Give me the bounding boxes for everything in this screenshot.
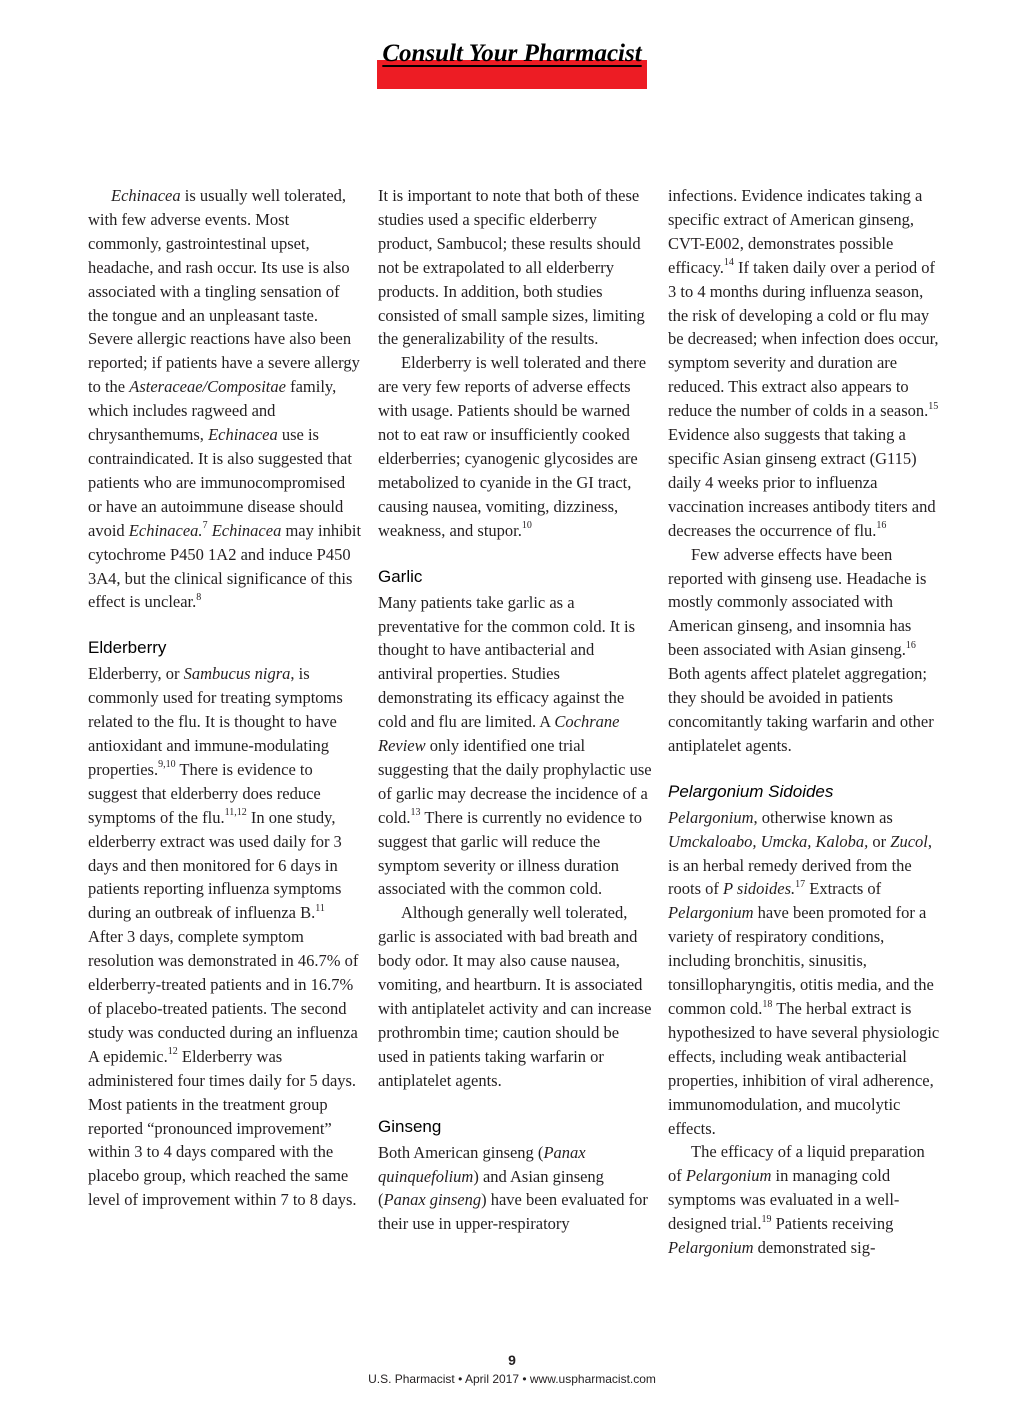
garlic-safety-paragraph: Although generally well tolerated, garlic is associated with bad breath and body odor. It may also cause nausea, vomiting, and heartburn. It is associated with antiplatelet activity and can increase prothrombin time; caution should be used in patients taking warfarin or antiplatelet agents. [378, 903, 652, 1090]
ginseng-safety-paragraph: Few adverse effects have been reported with ginseng use. Headache is mostly commonly associated with American ginseng, and insomnia has been associated with Asian ginseng.$^{16}$ Both agents affect platelet aggregation; they should be avoided in patients concomitantly taking warfarin and other antiplatelet agents. [668, 544, 934, 755]
section-heading-pelargonium: Pelargonium Sidoides [668, 781, 834, 801]
ginseng-paragraph: Both American ginseng (Panax quinquefolium) and Asian ginseng (Panax ginseng) have been evaluated for their use in upper-respiratory [378, 1142, 648, 1234]
pelargonium-paragraph: Pelargonium, otherwise known as Umckaloabo, Umcka, Kaloba, or Zucol, is an herbal remedy derived from the roots of P sidoides.$^{17}$ Extracts of Pelargonium have been promoted for a variety of respiratory conditions, including bronchitis, sinusitis, tonsillopharyngitis, otitis media, and the common cold.$^{18}$ The herbal extract is hypothesized to have several physiologic effects, including weak antibacterial properties, inhibition of viral adherence, immunomodulation, and mucolytic effects. [668, 807, 940, 1138]
column-3 [668, 184, 942, 1260]
elderberry-studies-note-paragraph: It is important to note that both of these studies used a specific elderberry product, Sambucol; these results should not be extrapolated to all elderberry products. In addition, both studies consisted of small sample sizes, limiting the generalizability of the results. [378, 186, 645, 349]
section-heading-ginseng: Ginseng [378, 1116, 442, 1136]
column-2 [378, 184, 652, 1236]
section-heading-elderberry: Elderberry [88, 638, 167, 658]
garlic-paragraph: Many patients take garlic as a preventative for the common cold. It is thought to have antibacterial and antiviral properties. Studies demonstrating its efficacy against the cold and flu are limited. A Cochrane Review only identified one trial suggesting that the daily prophylactic use of garlic may decrease the incidence of a cold.$^{13}$ There is currently no evidence to suggest that garlic will reduce the symptom severity or illness duration associated with the common cold. [378, 592, 652, 899]
page-number: 9 [508, 1352, 516, 1368]
section-heading-garlic: Garlic [378, 566, 423, 586]
echinacea-safety-paragraph: Echinacea is usually well tolerated, with few adverse events. Most commonly, gastrointestinal upset, headache, and rash occur. Its use is also associated with a tingling sensation of the tongue and an unpleasant taste. Severe allergic reactions have also been reported; if patients have a severe allergy to the Asteraceae/Compositae family, which includes ragweed and chrysanthemums, Echinacea use is contraindicated. It is also suggested that patients who are immunocompromised or have an autoimmune disease should avoid Echinacea.$^7$ Echinacea may inhibit cytochrome P450 1A2 and induce P450 3A4, but the clinical significance of this effect is unclear.$^8$ [88, 186, 362, 612]
column-1 [88, 184, 362, 1212]
ginseng-evidence-paragraph: infections. Evidence indicates taking a specific extract of American ginseng, CVT-E002, demonstrates possible efficacy.$^{14}$ If taken daily over a period of 3 to 4 months during influenza season, the risk of developing a cold or flu may be decreased; when infection does occur, symptom severity and duration are reduced. This extract also appears to reduce the number of colds in a season.$^{15}$ Evidence also suggests that taking a specific Asian ginseng extract (G115) daily 4 weeks prior to influenza vaccination increases antibody titers and decreases the occurrence of flu.$^{16}$ [668, 186, 939, 540]
page-header-title: Consult Your Pharmacist [382, 40, 642, 67]
pelargonium-efficacy-paragraph: The efficacy of a liquid preparation of Pelargonium in managing cold symptoms was evaluated in a well-designed trial.$^{19}$ Patients receiving Pelargonium demonstrated sig- [668, 1142, 925, 1258]
publication-footer: U.S. Pharmacist • April 2017 • www.uspharmacist.com [368, 1372, 656, 1386]
elderberry-safety-paragraph: Elderberry is well tolerated and there are very few reports of adverse effects with usage. Patients should be warned not to eat raw or insufficiently cooked elderberries; cyanogenic glycosides are metabolized to cyanide in the GI tract, causing nausea, vomiting, dizziness, weakness, and stupor.$^{10}$ [378, 353, 647, 540]
elderberry-paragraph: Elderberry, or Sambucus nigra, is commonly used for treating symptoms related to the flu. It is thought to have antioxidant and immune-modulating properties.$^{9,10}$ There is evidence to suggest that elderberry does reduce symptoms of the flu.$^{11,12}$ In one study, elderberry extract was used daily for 3 days and then monitored for 6 days in patients reporting influenza symptoms during an outbreak of influenza B.$^{11}$ After 3 days, complete symptom resolution was demonstrated in 46.7% of elderberry-treated patients and in 16.7% of placebo-treated patients. The second study was conducted during an influenza A epidemic.$^{12}$ Elderberry was administered four times daily for 5 days. Most patients in the treatment group reported “pronounced improvement” within 3 to 4 days compared with the placebo group, which reached the same level of improvement within 7 to 8 days. [88, 664, 359, 1210]
